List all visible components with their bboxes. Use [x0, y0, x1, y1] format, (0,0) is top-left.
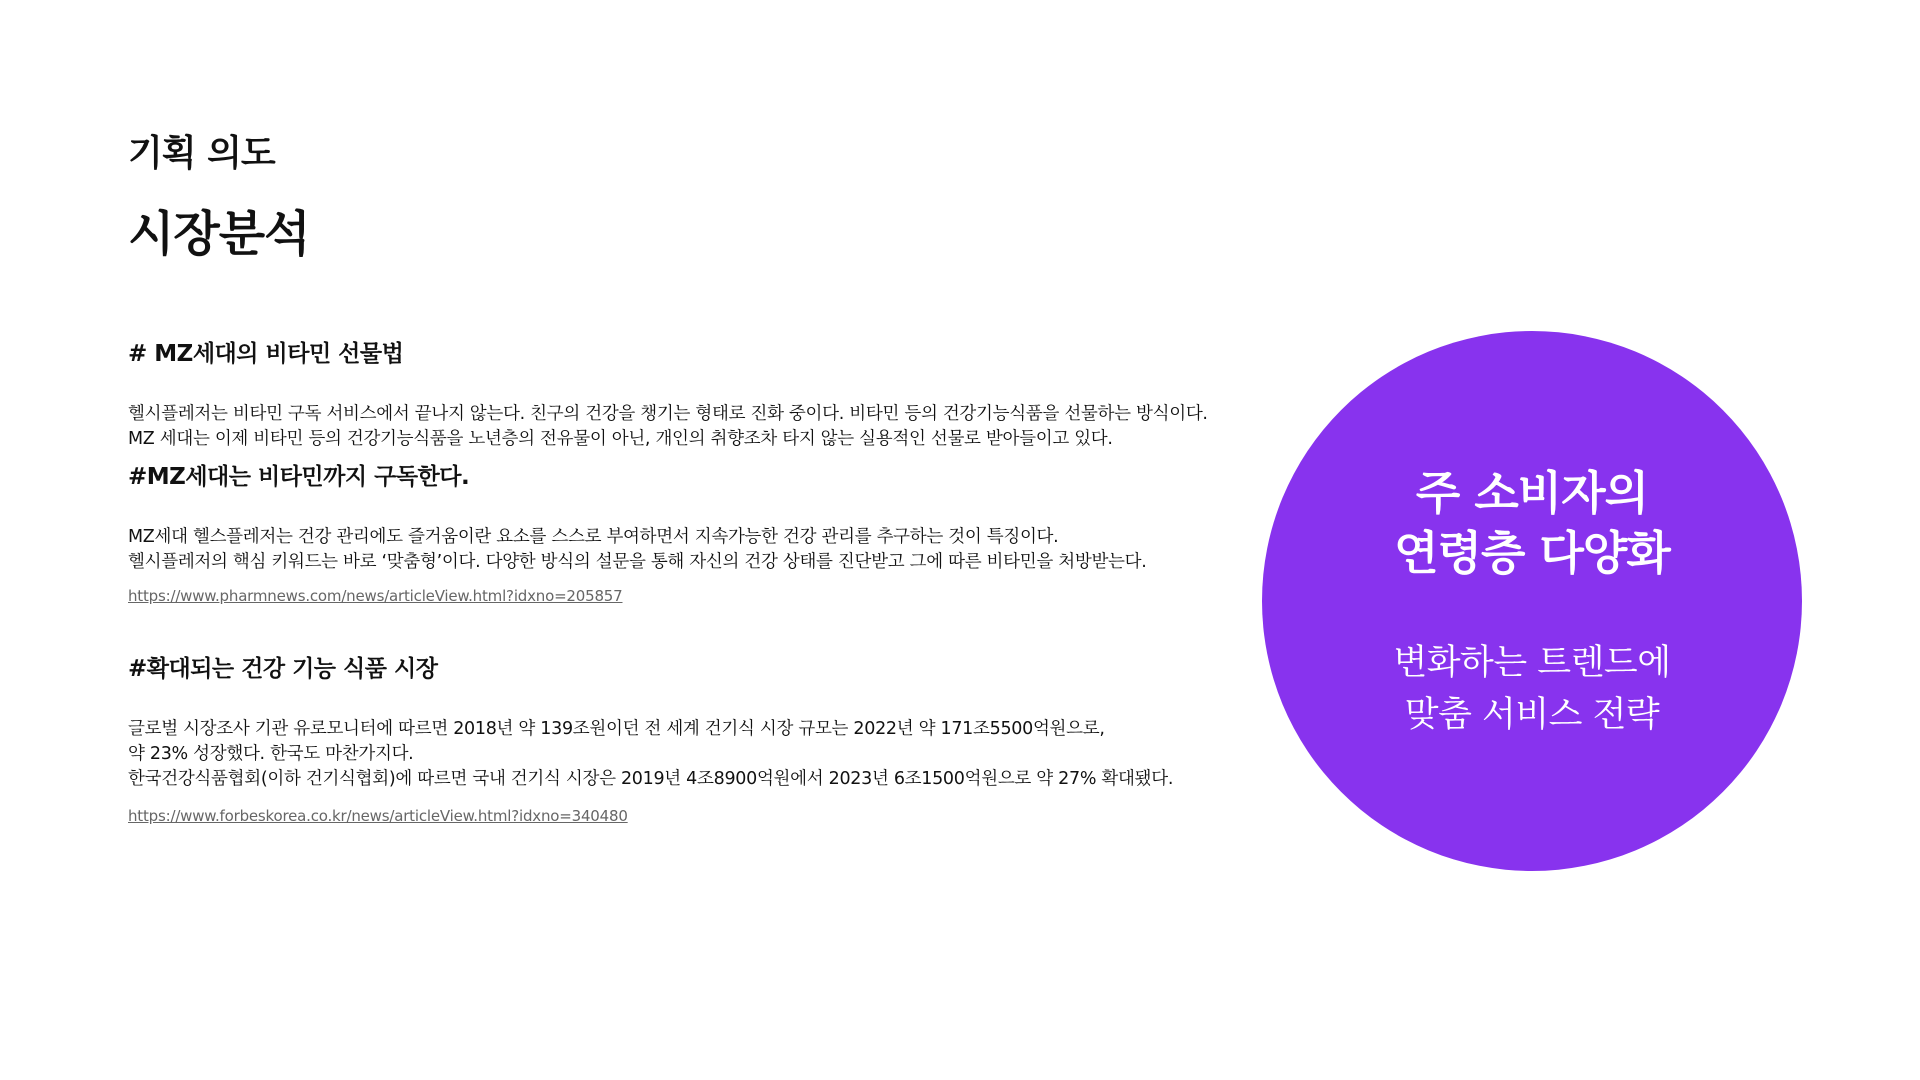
- paragraph: 헬시플레저의 핵심 키워드는 바로 ‘맞춤형’이다. 다양한 방식의 설문을 통해 자신의 건강 상태를 진단받고 그에 따른 비타민을 처방받는다.: [128, 551, 1147, 572]
- paragraph: 헬시플레저는 비타민 구독 서비스에서 끝나지 않는다. 친구의 건강을 챙기는 형태로 진화 중이다. 비타민 등의 건강기능식품을 선물하는 방식이다.: [128, 404, 1208, 424]
- section-heading-market: #확대되는 건강 기능 식품 시장: [128, 656, 438, 682]
- highlight-subtitle: [1262, 637, 1802, 741]
- source-link-pharmnews[interactable]: https://www.pharmnews.com/news/articleView.html?idxno=205857: [128, 587, 623, 605]
- market-analysis-content: [128, 338, 1218, 825]
- page-subtitle: 기획 의도: [128, 133, 275, 174]
- section-body-gift: [128, 402, 1218, 451]
- section-body-market: [128, 717, 1218, 792]
- highlight-title: [1262, 463, 1802, 583]
- highlight-title-line: 연령층 다양화: [1394, 526, 1670, 580]
- paragraph: MZ세대 헬스플레저는 건강 관리에도 즐거움이란 요소를 스스로 부여하면서 지속가능한 건강 관리를 추구하는 것이 특징이다.: [128, 527, 1059, 547]
- section-heading-gift: # MZ세대의 비타민 선물법: [128, 341, 404, 367]
- section-heading-subscription: #MZ세대는 비타민까지 구독한다.: [128, 464, 470, 490]
- paragraph: MZ 세대는 이제 비타민 등의 건강기능식품을 노년층의 전유물이 아닌, 개인의 취향조차 타지 않는 실용적인 선물로 받아들이고 있다.: [128, 428, 1113, 449]
- page-title: 시장분석: [128, 206, 310, 262]
- source-link-forbeskorea[interactable]: https://www.forbeskorea.co.kr/news/articleView.html?idxno=340480: [128, 807, 628, 825]
- highlight-sub-line: 변화하는 트렌드에: [1393, 643, 1671, 683]
- highlight-circle: [1262, 331, 1802, 871]
- paragraph: 한국건강식품협회(이하 건기식협회)에 따르면 국내 건기식 시장은 2019년 4조8900억원에서 2023년 6조1500억원으로 약 27% 확대됐다.: [128, 769, 1174, 789]
- highlight-title-line: 주 소비자의: [1415, 466, 1649, 520]
- section-body-subscription: [128, 525, 1218, 574]
- highlight-sub-line: 맞춤 서비스 전략: [1404, 695, 1660, 735]
- paragraph: 글로벌 시장조사 기관 유로모니터에 따르면 2018년 약 139조원이던 전 세계 건기식 시장 규모는 2022년 약 171조5500억원으로,: [128, 719, 1105, 739]
- paragraph: 약 23% 성장했다. 한국도 마찬가지다.: [128, 744, 414, 764]
